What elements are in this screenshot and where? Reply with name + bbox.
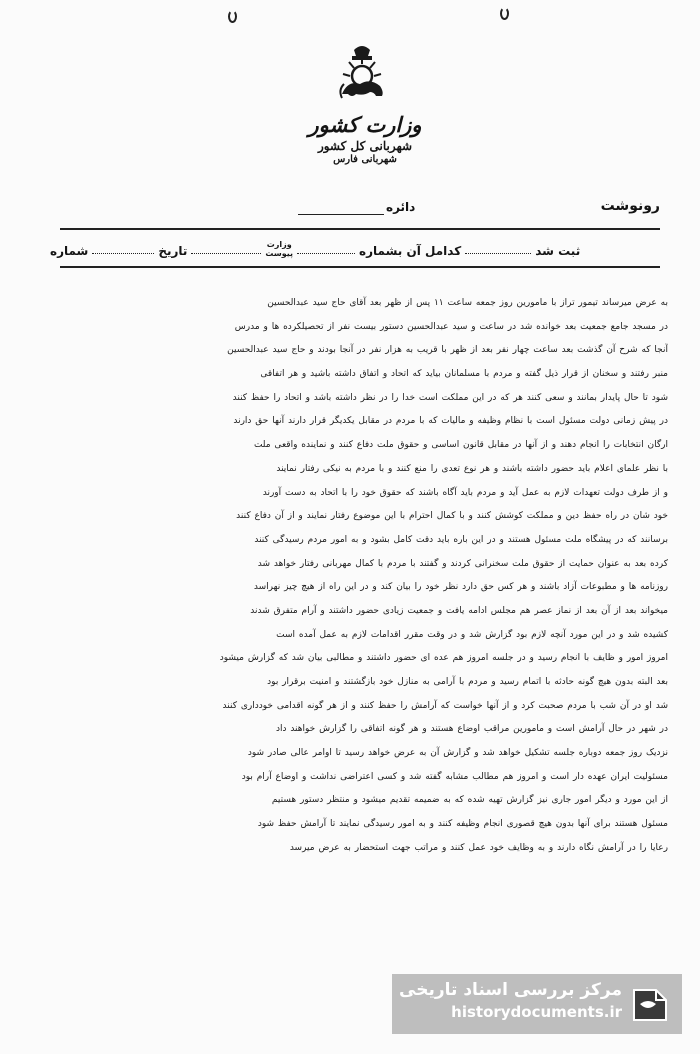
body-line: از این مورد و دیگر امور جاری نیز گزارش تهیه شده که به ضمیمه تقدیم میشود و منتظر دستور هستیم <box>271 795 668 806</box>
body-line: امروز امور و ظایف با انجام رسید و در جلسه امروز هم عده ای حضور داشتند و مطالبی بیان شد که گزارش میشود <box>219 653 668 664</box>
enclosure-label <box>265 240 293 258</box>
archive-logo-icon <box>628 982 672 1026</box>
body-line: روزنامه ها و مطبوعات آزاد باشند و هر کس حق دارد نظر خود را بیان کند و در این راه از هیچ چیز نهراسد <box>253 582 668 593</box>
body-line: مسئولیت ایران عهده دار است و امروز هم مطالب مشابه گفته شد و کسی اعتراضی نداشت و اوضاع آرام بود <box>241 771 668 782</box>
body-line: و از طرف دولت تعهدات لازم به عمل آید و مردم باید آگاه باشند که حقوق خود را با اتحاد به دست آورند <box>262 487 668 498</box>
body-line: آنجا که شرح آن گذشت بعد ساعت چهار نفر بعد از ظهر با قریب به هزار نفر در آنجا بودند و حاج سید عبدالحسین <box>227 345 668 356</box>
enclosure-note: کدامل آن بشماره <box>359 244 462 258</box>
province-name: شهربانی فارس <box>333 154 397 165</box>
ink-speck <box>500 7 509 20</box>
header-top-rule <box>60 228 660 230</box>
watermark-title: مرکز بررسی اسناد تاریخی <box>399 980 622 1000</box>
body-line: نزدیک روز جمعه دوباره جلسه تشکیل خواهد شد و گزارش آن به عرض خواهد رسید تا اوامر عالی صادر شود <box>247 748 668 759</box>
date-label: تاریخ <box>158 244 188 258</box>
body-line: میخواند بعد از آن بعد از نماز عصر هم مجلس ادامه یافت و جمعیت زیادی حضور داشتند و آرام متفرق شدند <box>250 605 668 616</box>
body-line: منبر رفتند و سخنان از قرار ذیل گفته و مردم با مسلمانان بیاید که اتحاد و اتفاق داشته باشید و هر اتفاقی <box>260 369 668 380</box>
body-line: خود شان در راه حفظ دین و مملکت کوشش کنند و با کمال احترام با این موضوع رفتار نمایند و از آن دفاع کنند <box>236 511 668 522</box>
enclosure-field-line <box>297 251 355 254</box>
watermark-url: historydocuments.ir <box>451 1003 622 1021</box>
body-line: کرده بعد به عنوان حمایت از حقوق ملت سخنرانی کردند و گفتند با مردم با کمال مهربانی رفتار خواهد شد <box>257 558 668 569</box>
archive-watermark <box>392 974 682 1034</box>
ink-speck <box>228 10 237 23</box>
office-name: شهربانی کل کشور <box>317 139 413 153</box>
ref-number-line <box>465 251 531 254</box>
body-line: با نظر علمای اعلام باید حضور داشته باشند و هر نوع تعدی را منع کنند و با مردم به نیکی رفتار نمایند <box>276 463 668 474</box>
number-field-line <box>92 251 154 254</box>
body-line: رعایا را در آرامش نگاه دارند و به وظایف خود عمل کنند و مراتب جهت استحضار به عرض میرسد <box>289 842 668 853</box>
date-field-line <box>191 251 261 254</box>
body-line: مسئول هستند برای آنها بدون هیچ قصوری انجام وظیفه کنند و به امور رسیدگی نمایند تا آرامش حفظ شود <box>257 819 668 830</box>
body-line: شد او در آن شب با مردم صحبت کرد و از آنها خواست که آرامش را حفظ کنند و از هر گونه اقدامی خودداری کنند <box>222 700 668 711</box>
register-fields <box>50 238 665 258</box>
body-line: به عرض میرساند تیمور تراز با مامورین روز جمعه ساعت ۱۱ پس از ظهر بعد آقای حاج سید عبدالحسین <box>267 298 668 308</box>
registered-label: ثبت شد <box>535 244 581 258</box>
letterhead <box>300 112 430 165</box>
enclosure-sub: وزارت <box>266 240 292 249</box>
ministry-name: وزارت کشور <box>308 112 422 137</box>
department-line <box>298 214 384 215</box>
enclosure-main: پیوست <box>265 249 294 258</box>
number-label: شماره <box>50 244 89 258</box>
department-label: دائره <box>386 200 416 214</box>
body-line: برسانند که در پیشگاه ملت مسئول هستند و در این باره باید دقت کامل بشود و به امور مردم رسیدگی کنند <box>254 534 668 545</box>
body-line: کشیده شد و در این مورد آنچه لازم بود گزارش شد و در وقت مقرر اقدامات لازم به عمل آمده است <box>276 629 668 640</box>
letter-body <box>28 292 668 1002</box>
header-bottom-rule <box>60 266 660 268</box>
body-line: در مسجد جامع جمعیت بعد خوانده شد در ساعت و سید عبدالحسین دستور بیست نفر از تحصیلکرده ها و مدرس <box>234 321 668 332</box>
body-line: در پیش زمانی دولت مسئول است با نظام وظیفه و مالیات که با مردم در مقابل یکدیگر قرار دارند آنها حق دارند <box>233 416 668 427</box>
body-line: بعد البته بدون هیچ گونه حادثه با اتمام رسید و مردم با آرامی به منازل خود بازگشتند و امنیت برقرار بود <box>267 677 668 687</box>
body-line: در شهر در حال آرامش است و مامورین مراقب اوضاع هستند و هر گونه اتفاقی را گزارش خواهند داد <box>275 724 668 735</box>
body-line: شود تا حال پایدار بمانند و سعی کنند هر که در این مملکت است خدا را در نظر داشته باشد و اتحاد را حفظ کنند <box>232 392 668 403</box>
copy-label: رونوشت <box>600 198 660 214</box>
body-line: ارگان انتخابات را انجام دهند و از آنها در مقابل قانون اساسی و حقوق ملت دفاع کنند و نماینده واقعی ملت <box>253 440 668 451</box>
lion-and-sun-emblem <box>330 40 394 104</box>
